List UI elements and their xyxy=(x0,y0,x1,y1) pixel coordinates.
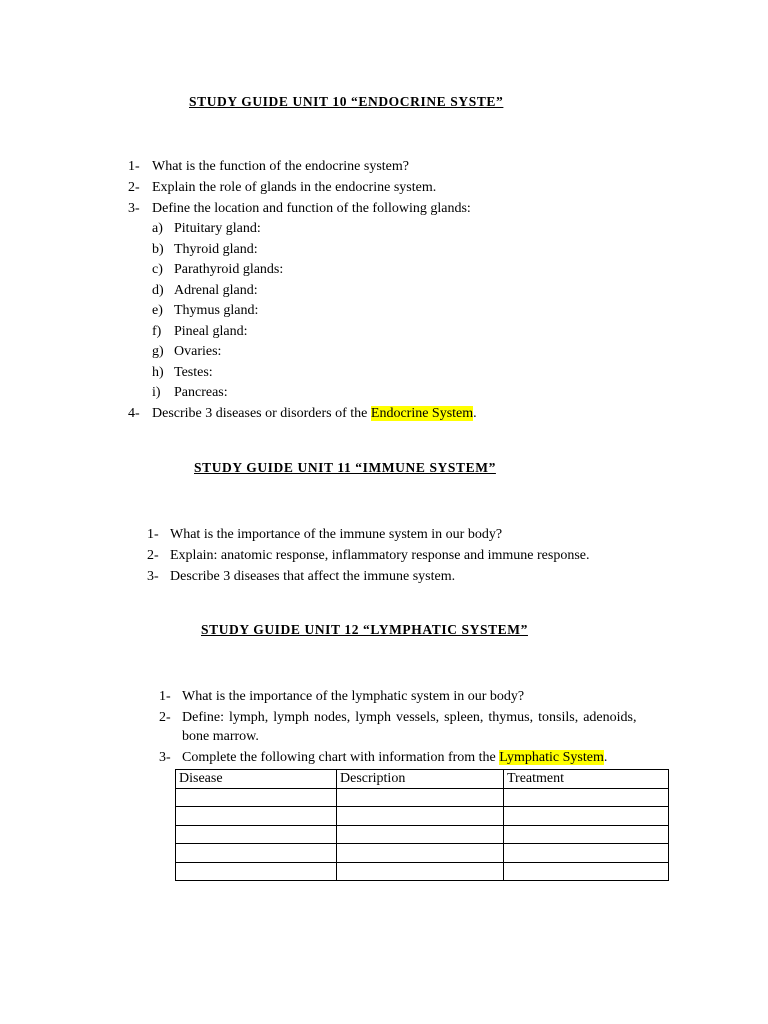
question-number: 1- xyxy=(128,159,140,174)
table-header-row xyxy=(176,770,669,789)
list-text: Pancreas: xyxy=(174,385,228,400)
unit12-title: STUDY GUIDE UNIT 12 “LYMPHATIC SYSTEM” xyxy=(201,622,528,637)
list-text: Thymus gland: xyxy=(174,303,259,318)
highlighted-term: Endocrine System xyxy=(370,406,474,421)
table-cell xyxy=(504,844,669,863)
question-text: What is the importance of the immune system in our body? xyxy=(170,527,503,542)
table-row xyxy=(176,825,669,844)
question-text: Explain the role of glands in the endocrine system. xyxy=(152,180,437,195)
question-number: 4- xyxy=(128,406,140,421)
table-cell xyxy=(337,788,504,807)
question-text: Explain: anatomic response, inflammatory response and immune response. xyxy=(170,548,590,563)
table-cell xyxy=(337,844,504,863)
list-letter: h) xyxy=(152,365,164,380)
list-letter: d) xyxy=(152,283,164,298)
question-number: 3- xyxy=(147,569,159,584)
question-number: 2- xyxy=(128,180,140,195)
table-cell xyxy=(504,862,669,881)
table-cell xyxy=(176,788,337,807)
question-text xyxy=(182,748,607,768)
table-cell xyxy=(337,825,504,844)
list-text: Testes: xyxy=(174,365,213,380)
table-cell xyxy=(176,862,337,881)
question-number: 3- xyxy=(159,750,171,765)
table-cell xyxy=(504,825,669,844)
question-text: What is the importance of the lymphatic system in our body? xyxy=(182,689,525,704)
table-cell xyxy=(176,825,337,844)
question-number: 2- xyxy=(147,548,159,563)
list-letter: g) xyxy=(152,344,164,359)
question-text-start: Complete the following chart with information from the xyxy=(182,750,500,765)
question-text-end: . xyxy=(473,406,477,421)
unit11-title: STUDY GUIDE UNIT 11 “IMMUNE SYSTEM” xyxy=(194,460,496,475)
question-text: Describe 3 diseases that affect the immune system. xyxy=(170,569,456,584)
lymphatic-chart-table xyxy=(175,769,669,881)
table-cell xyxy=(504,807,669,826)
list-text: Pituitary gland: xyxy=(174,221,261,236)
question-number: 1- xyxy=(147,527,159,542)
list-text: Pineal gland: xyxy=(174,324,248,339)
unit12-question-2-continued: bone marrow. xyxy=(182,729,259,744)
question-number: 2- xyxy=(159,710,171,725)
column-header-treatment: Treatment xyxy=(504,770,669,789)
list-letter: e) xyxy=(152,303,163,318)
question-text-end: . xyxy=(603,750,608,765)
list-letter: c) xyxy=(152,262,163,277)
list-letter: i) xyxy=(152,385,161,400)
question-text: Define: lymph, lymph nodes, lymph vessels, spleen, thymus, tonsils, adenoids, xyxy=(182,710,637,725)
list-letter: b) xyxy=(152,242,164,257)
table-row xyxy=(176,844,669,863)
list-letter: f) xyxy=(152,324,162,339)
column-header-disease: Disease xyxy=(176,770,337,789)
list-letter: a) xyxy=(152,221,163,236)
question-number: 1- xyxy=(159,689,171,704)
table-cell xyxy=(337,862,504,881)
question-text: What is the function of the endocrine system? xyxy=(152,159,409,174)
table-row xyxy=(176,862,669,881)
table-row xyxy=(176,788,669,807)
table-body xyxy=(176,788,669,881)
list-text: Ovaries: xyxy=(174,344,222,359)
table-cell xyxy=(176,807,337,826)
table-cell xyxy=(176,844,337,863)
question-text-start: Describe 3 diseases or disorders of the xyxy=(152,406,371,421)
highlighted-term: Lymphatic System xyxy=(499,750,604,765)
list-text: Thyroid gland: xyxy=(174,242,258,257)
list-text: Adrenal gland: xyxy=(174,283,258,298)
list-text: Parathyroid glands: xyxy=(174,262,284,277)
question-number: 3- xyxy=(128,201,140,216)
table-row xyxy=(176,807,669,826)
unit10-title: STUDY GUIDE UNIT 10 “ENDOCRINE SYSTE” xyxy=(189,94,504,109)
question-text: Define the location and function of the following glands: xyxy=(152,201,471,216)
question-text xyxy=(152,404,477,424)
table-cell xyxy=(337,807,504,826)
column-header-description: Description xyxy=(337,770,504,789)
table-cell xyxy=(504,788,669,807)
